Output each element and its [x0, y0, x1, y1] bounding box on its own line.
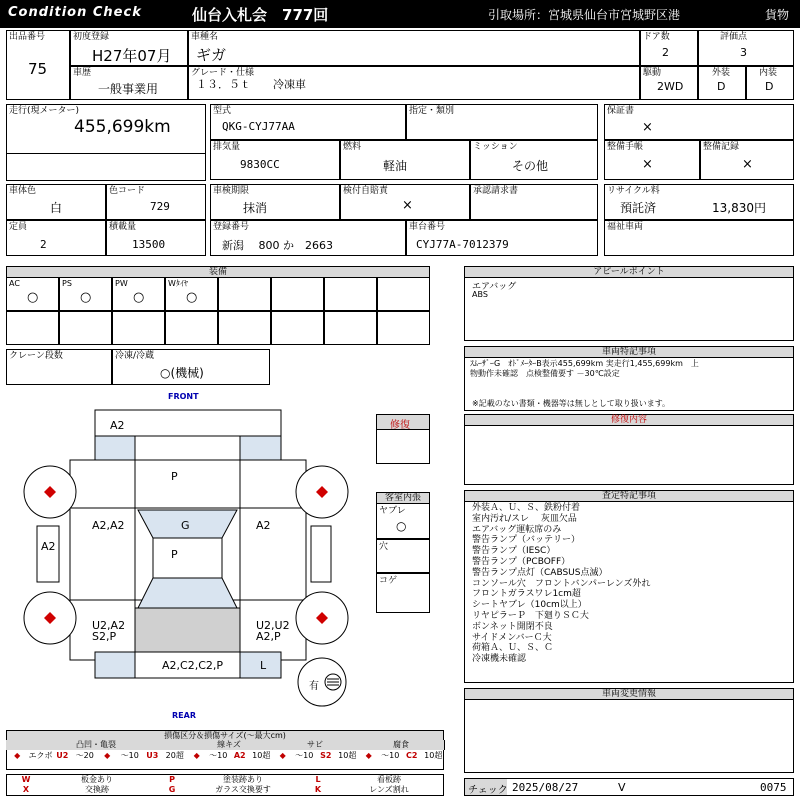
- cabin-tear: ○: [396, 519, 407, 533]
- legend-code: 10超: [252, 751, 271, 760]
- model: QKG-CYJ77AA: [222, 120, 295, 133]
- welfare-label: 福祉車両: [607, 222, 644, 232]
- grade-label: グレード・仕様: [191, 68, 255, 78]
- recycle-fee: 13,830円: [712, 201, 766, 215]
- legend-code-key: X: [22, 785, 30, 794]
- equipment-cell: [112, 311, 165, 345]
- legend-code: S2: [320, 751, 332, 760]
- inspection-note: 警告ランプ（バッテリー）: [472, 535, 581, 546]
- mark-glass: G: [181, 519, 190, 532]
- special-line-2: 物動作未確認 点検整備要す －30℃設定: [470, 369, 620, 378]
- mark-cab-floor: P: [171, 548, 178, 561]
- equipment-cell: [324, 311, 377, 345]
- fuel: 軽油: [383, 159, 408, 173]
- legend-code-key: L: [315, 775, 321, 784]
- legend-code: A2: [233, 751, 246, 760]
- legend-code: 20超: [165, 751, 184, 760]
- mark-left-door: A2,A2: [92, 519, 125, 532]
- mark-left-rear: U2,A2 S2,P: [92, 619, 126, 643]
- recycle-label: リサイクル料: [607, 186, 660, 196]
- history-label: 車歴: [73, 68, 92, 78]
- inspection-note: 警告ランプ（IESC）: [472, 546, 556, 557]
- change-info-title: 車両変更情報: [464, 688, 794, 700]
- equipment-cell: [59, 277, 112, 311]
- equipment-cell: [112, 277, 165, 311]
- inspection-note: コンソール穴 フロントバンパーレンズ外れ: [472, 578, 651, 589]
- check-label: チェック: [468, 785, 508, 796]
- legend-code: ◆: [193, 751, 200, 760]
- mark-right-door: A2: [256, 519, 271, 532]
- body-color: 白: [50, 201, 63, 215]
- crane-label: クレーン段数: [9, 351, 63, 361]
- auction-name: 仙台入札会 777回: [192, 6, 329, 24]
- legend-group-name: 凸凹・亀裂: [6, 740, 187, 750]
- grade-score: 3: [740, 46, 747, 59]
- inspection-note: リヤピラーＰ 下廻りＳＣ大: [472, 610, 589, 621]
- legend-code-key: W: [21, 775, 31, 784]
- special-title: 車両特記事項: [464, 346, 794, 358]
- grade-score-label: 評価点: [720, 32, 748, 42]
- legend-code-desc: 交換跡: [85, 785, 109, 794]
- fuel-label: 燃料: [343, 142, 362, 152]
- lot-number: 75: [28, 60, 48, 78]
- freezer-label: 冷凍/冷蔵: [115, 351, 155, 361]
- legend-title: 損傷区分＆損傷サイズ(～最大cm): [6, 730, 444, 741]
- left-mirror-shape: [37, 526, 59, 582]
- history: 一般事業用: [98, 82, 159, 96]
- equipment-cell: [6, 311, 59, 345]
- liability-label: 検付自賠責: [343, 186, 389, 196]
- car-name: ギガ: [196, 46, 227, 64]
- mark-front-top: A2: [110, 419, 125, 432]
- warranty-label: 保証書: [607, 106, 635, 116]
- check-code: 0075: [760, 781, 787, 794]
- cabin-burn-label: コゲ: [379, 576, 398, 586]
- body-color-label: 車体色: [9, 186, 37, 196]
- check-mark: V: [618, 781, 626, 794]
- reg-no-label: 登録番号: [213, 222, 250, 232]
- appeal-title: アピールポイント: [464, 266, 794, 278]
- exterior-label: 外装: [712, 68, 731, 78]
- freezer: ○(機械): [160, 366, 204, 380]
- lot-number-label: 出品番号: [9, 32, 46, 42]
- change-info-box: [464, 699, 794, 773]
- legend-group-name: 線キズ: [186, 740, 273, 750]
- load: 13500: [132, 238, 166, 251]
- legend-code: ～10: [120, 751, 139, 760]
- inspection-note: フロントガラスワレ1cm超: [472, 589, 581, 600]
- special-line-1: ｽﾑｰｻﾞｰG ｵﾄﾞﾒｰﾀｰB表示455,699km 実走行1,455,699km 上: [470, 359, 699, 368]
- cab-roof-shape: [153, 538, 222, 578]
- color-code-label: 色コード: [109, 186, 146, 196]
- inspection-note: 警告ランプ（PCBOFF）: [472, 556, 571, 567]
- inspection-note: 警告ランプ点灯（CABSUS点滅）: [472, 567, 608, 578]
- mission-label: ミッション: [473, 142, 518, 152]
- equipment-cell: [271, 277, 324, 311]
- cabin-hole-label: 穴: [379, 542, 389, 552]
- inspection-notes-title: 査定特記事項: [464, 490, 794, 502]
- car-name-label: 車種名: [191, 32, 219, 42]
- legend-code-key: P: [169, 775, 175, 784]
- header-title: Condition Check: [8, 5, 142, 20]
- recycle-status: 預託済: [620, 201, 657, 215]
- equipment-label: PW: [115, 279, 128, 288]
- mark-left-side: A2: [41, 540, 56, 553]
- repair-label: 修復: [390, 420, 410, 431]
- equipment-cell: [59, 311, 112, 345]
- equipment-mark: ○: [27, 290, 39, 305]
- special-note: ※記載のない書類・機器等は無しとして取り扱います。: [472, 399, 671, 408]
- legend-code-desc: 看板跡: [377, 775, 401, 784]
- legend-group-name: 腐食: [358, 740, 445, 750]
- doors-label: ドア数: [643, 32, 670, 42]
- maint-book-label: 整備手帳: [607, 142, 644, 152]
- maint-record: ×: [742, 157, 753, 172]
- mark-rear-right: L: [260, 659, 267, 672]
- appeal-line-1: エアバッグ: [472, 282, 517, 292]
- color-code: 729: [150, 200, 170, 213]
- legend-code: ◆: [365, 751, 372, 760]
- inspection-note: 冷凍機未確認: [472, 654, 527, 665]
- mission: その他: [512, 159, 549, 173]
- legend-code-key: G: [168, 785, 176, 794]
- cabin-tear-label: ヤブレ: [379, 506, 406, 516]
- rear-left-corner: [95, 652, 135, 678]
- maint-record-label: 整備記録: [703, 142, 740, 152]
- legend-code: 10超: [338, 751, 357, 760]
- drive-label: 駆動: [643, 68, 662, 78]
- equipment-mark: ○: [133, 290, 145, 305]
- equipment-cell: [218, 311, 271, 345]
- front-right-corner: [240, 436, 281, 460]
- mark-hood: P: [171, 470, 178, 483]
- model-label: 型式: [213, 106, 232, 116]
- equipment-cell: [271, 311, 324, 345]
- displacement-label: 排気量: [213, 142, 241, 152]
- inspection-note: ボンネット開閉不良: [472, 621, 553, 632]
- interior: D: [765, 80, 774, 93]
- legend-code: U3: [146, 751, 159, 760]
- equipment-label: Wﾀｲﾔ: [168, 279, 188, 288]
- front-label: FRONT: [168, 392, 199, 401]
- inspection-note: サイドメンバーＣ大: [472, 632, 552, 643]
- legend-code: ◆: [279, 751, 286, 760]
- load-label: 積載量: [109, 222, 137, 232]
- equipment-label: AC: [9, 279, 20, 288]
- pickup-location: 引取場所：宮城県仙台市宮城野区港: [488, 8, 681, 22]
- spare-tire-label: 有: [309, 681, 319, 692]
- equipment-cell: [377, 277, 430, 311]
- inspection-label: 車検期限: [213, 186, 250, 196]
- mileage: 455,699km: [74, 117, 171, 137]
- legend-code: U2: [56, 751, 69, 760]
- exterior: D: [717, 80, 726, 93]
- equipment-cell: [165, 277, 218, 311]
- equipment-label: PS: [62, 279, 72, 288]
- mileage-label: 走行(現メーター): [9, 106, 80, 116]
- approval-label: 承認請求書: [473, 186, 519, 196]
- legend-code: ◆: [14, 751, 21, 760]
- equipment-cell: [6, 277, 59, 311]
- legend-code: ～10: [381, 751, 400, 760]
- vehicle-category: 貨物: [765, 8, 790, 22]
- legend-code-desc: レンズ割れ: [369, 785, 409, 794]
- car-name-cell: [188, 30, 640, 66]
- interior-label: 内装: [759, 68, 778, 78]
- appeal-line-2: ABS: [472, 290, 488, 299]
- inspection: 抹消: [243, 201, 268, 215]
- inspection-note: 荷箱Ａ、Ｕ、Ｓ、Ｃ: [472, 643, 554, 654]
- equipment-mark: ○: [186, 290, 198, 305]
- legend-code: エクボ: [28, 751, 53, 760]
- legend-code: C2: [406, 751, 418, 760]
- legend-group-name: サビ: [272, 740, 359, 750]
- first-reg-label: 初度登録: [73, 32, 110, 42]
- inspection-note: シートヤブレ（10cm以上）: [472, 600, 587, 611]
- legend-code-desc: ガラス交換要す: [215, 785, 271, 794]
- reg-no: 新潟 800 か 2663: [222, 239, 333, 252]
- front-left-corner: [95, 436, 135, 460]
- legend-code: ～20: [75, 751, 94, 760]
- capacity: 2: [40, 238, 47, 251]
- equipment-cell: [377, 311, 430, 345]
- repair-content-box: [464, 425, 794, 485]
- grade: １３．５ｔ 冷凍車: [196, 78, 306, 91]
- drive: 2WD: [657, 80, 684, 93]
- first-reg: H27年07月: [92, 47, 172, 65]
- doors: 2: [662, 46, 669, 59]
- mileage-divider: [6, 153, 206, 181]
- rear-label: REAR: [172, 711, 196, 720]
- equipment-cell: [165, 311, 218, 345]
- legend-code: 10超: [424, 751, 443, 760]
- legend-code: ～10: [209, 751, 228, 760]
- legend-code-key: K: [314, 785, 322, 794]
- legend-code: ～10: [295, 751, 314, 760]
- cabin-title: 客室内張: [376, 492, 430, 504]
- inspection-note: エアバッグ運転席のみ: [472, 524, 562, 535]
- warranty: ×: [642, 120, 653, 135]
- inspection-note: 室内汚れ/スレ 灰皿欠品: [472, 513, 577, 524]
- check-date: 2025/08/27: [512, 781, 579, 794]
- rear-window-shape: [138, 578, 237, 608]
- equipment-cell: [324, 277, 377, 311]
- inspection-note: 外装Ａ、Ｕ、Ｓ、鉄粉付着: [472, 503, 581, 513]
- mark-rear-bar: A2,C2,C2,P: [162, 659, 224, 672]
- legend-code-desc: 板金あり: [81, 775, 113, 784]
- equipment-mark: ○: [80, 290, 92, 305]
- equipment-title: 装備: [6, 266, 430, 278]
- repair-content-title: 修復内容: [464, 414, 794, 426]
- legend-code-desc: 塗装跡あり: [223, 775, 263, 784]
- equipment-cell: [218, 277, 271, 311]
- inspection-notes-list: [472, 503, 650, 665]
- maint-book: ×: [642, 157, 653, 172]
- displacement: 9830CC: [240, 158, 280, 171]
- mark-right-rear: U2,U2 A2,P: [256, 619, 290, 643]
- designation-label: 指定・類別: [409, 106, 455, 116]
- right-mirror-shape: [311, 526, 331, 582]
- liability: ×: [402, 198, 413, 213]
- chassis: CYJ77A-7012379: [416, 238, 509, 251]
- capacity-label: 定員: [9, 222, 28, 232]
- chassis-label: 車台番号: [409, 222, 446, 232]
- legend-code: ◆: [104, 751, 111, 760]
